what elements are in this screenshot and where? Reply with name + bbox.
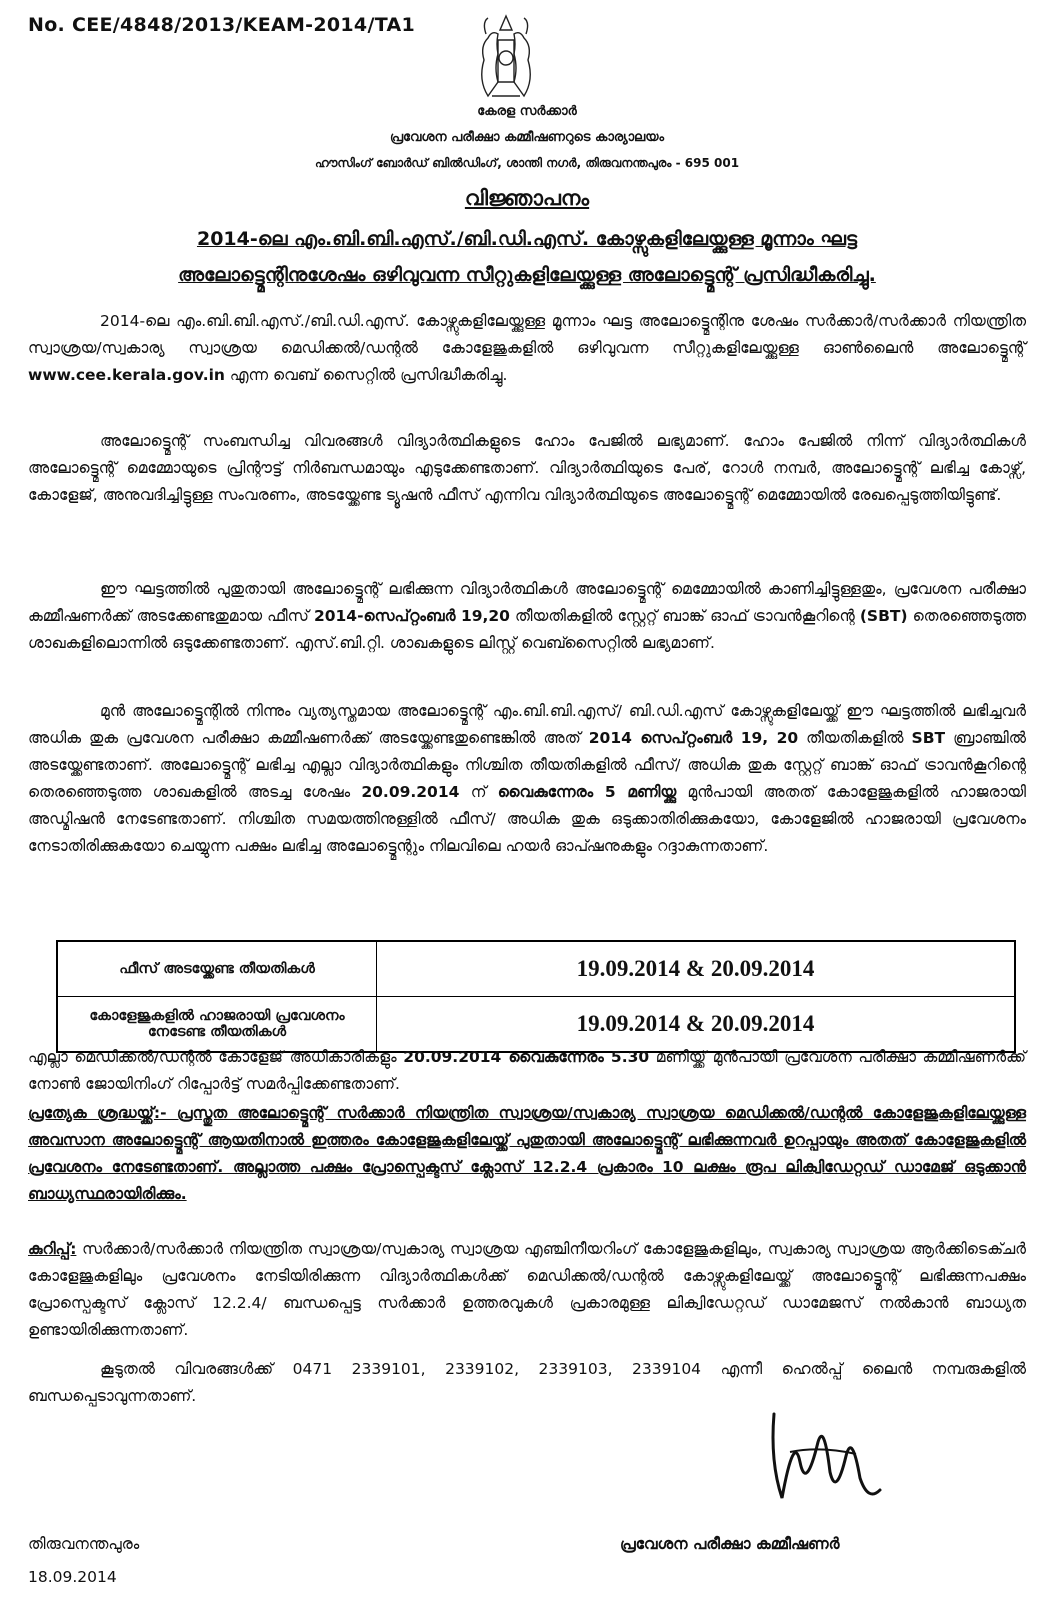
paragraph-text: തീയതികളിൽ സ്റ്റേറ്റ് ബാങ്ക് ഓഫ് ട്രാവൻകൂറിന്റെ [515,607,855,625]
paragraph-text: ന് [470,783,487,801]
paragraph-text: മുൻ അലോട്ട്മെന്റിൽ നിന്നും വ്യത്യസ്തമായ അലോട്ട്മെന്റ് എം.ബി.ബി.എസ്/ ബി.ഡി.എസ് കോഴ്സുകളിലേയ്ക്ക് ഈ ഘട്ടത്തിൽ ലഭിച്ചവർ അധിക തുക പ്രവേശന പരീക്ഷാ കമ്മീഷണർക്ക് അടയ്ക്കേണ്ടതുണ്ടെങ്കിൽ അത് [28,702,1026,747]
admission-deadline-date: 20.09.2014 [361,783,460,801]
paragraph-text: മണിയ്ക്ക് മുൻപായി പ്രവേശന പരീക്ഷാ കമ്മീഷണർക്ക് നോൺ ജോയിനിംഗ് റിപ്പോർട്ട് സമർപ്പിക്കേണ്ടതാണ്. [28,1048,1026,1093]
notice-subtitle-line1: 2014-ലെ എം.ബി.ബി.എസ്./ബി.ഡി.എസ്. കോഴ്സുകളിലേയ്ക്കുള്ള മൂന്നാം ഘട്ട [196,228,858,250]
paragraph-publication [28,308,1026,389]
bank-code: (SBT) [859,607,908,625]
fee-dates: 2014-സെപ്റ്റംബർ 19,20 [313,607,510,625]
paragraph-text: എന്ന വെബ് സൈറ്റിൽ പ്രസിദ്ധീകരിച്ചു. [229,366,508,384]
office-address: ഹൗസിംഗ് ബോർഡ് ബിൽഡിംഗ്, ശാന്തി നഗർ, തിരുവനന്തപുരം - 695 001 [314,156,740,170]
paragraph-non-joining-report [28,1044,1026,1098]
paragraph-text: സർക്കാർ/സർക്കാർ നിയന്ത്രിത സ്വാശ്രയ/സ്വകാര്യ സ്വാശ്രയ എഞ്ചിനീയറിംഗ് കോളേജുകളിലും, സ്വകാര്യ സ്വാശ്രയ ആർക്കിടെക്ചർ കോളേജുകളിലും പ്രവേശനം നേടിയിരിക്കുന്ന വിദ്യാർത്ഥികൾക്ക് മെഡിക്കൽ/ഡന്റൽ കോഴ്സുകളിലേയ്ക്ക് അലോട്ട്മെന്റ് ലഭിക്കുന്നപക്ഷം പ്രോസ്പെക്ടസ് ക്ലോസ് 12.2.4/ ബന്ധപ്പെട്ട സർക്കാർ ഉത്തരവുകൾ പ്രകാരമുള്ള ലിക്വിഡേറ്റഡ് ഡാമേജസ് നൽകാൻ ബാധ്യത ഉണ്ടായിരിക്കുന്നതാണ്. [28,1240,1026,1339]
issue-date: 18.09.2014 [28,1568,117,1586]
paragraph-text: പ്രത്യേക ശ്രദ്ധയ്ക്ക്:- പ്രസ്തുത അലോട്ട്മെന്റ് സർക്കാർ നിയന്ത്രിത സ്വാശ്രയ/സ്വകാര്യ സ്വാശ്രയ മെഡിക്കൽ/ഡന്റൽ കോളേജുകളിലേയ്ക്കുള്ള അവസാന അലോട്ട്മെന്റ് ആയതിനാൽ ഇത്തരം കോളേജുകളിലേയ്ക്ക് പുതുതായി അലോട്ട്മെന്റ് ലഭിക്കുന്നവർ ഉറപ്പായും അതത് കോളേജുകളിൽ പ്രവേശനം നേടേണ്ടതാണ്. അല്ലാത്ത പക്ഷം പ്രോസ്പെക്ടസ് ക്ലോസ് 12.2.4 പ്രകാരം [28,1104,1026,1176]
paragraph-text: രൂപ ലിക്വിഡേറ്റഡ് ഡാമേജ് ഒടുക്കാൻ ബാധ്യസ്ഥരായിരിക്കും. [28,1158,1026,1203]
table-row [57,941,1015,997]
helpline-numbers: 0471 2339101, 2339102, 2339103, 2339104 [292,1360,702,1378]
paragraph-memo [28,428,1026,509]
paragraph-text: എന്നീ ഹെൽപ്പ് ലൈൻ നമ്പരുകളിൽ ബന്ധപ്പെടാവുന്നതാണ്. [28,1360,1026,1405]
paragraph-admission [28,698,1026,860]
payment-dates: 2014 സെപ്റ്റംബർ 19, 20 [588,729,799,747]
label-line: നേടേണ്ട തീയതികൾ [147,1024,287,1040]
paragraph-text: തീയതികളിൽ [806,729,904,747]
paragraph-text: എല്ലാ മെഡിക്കൽ/ഡന്റൽ കോളേജ് അധികാരികളും [28,1048,397,1066]
admission-deadline-time: വൈകുന്നേരം 5 മണിയ്ക്കു [497,783,677,801]
table-cell-value: 19.09.2014 & 20.09.2014 [377,941,1016,997]
signature-image [760,1402,890,1512]
office-name: പ്രവേശന പരീക്ഷാ കമ്മീഷണറുടെ കാര്യാലയം [389,130,665,145]
note-label: കുറിപ്പ്: [28,1240,77,1258]
place: തിരുവനന്തപുരം [28,1535,140,1553]
label-line: കോളേജുകളിൽ ഹാജരായി പ്രവേശനം [89,1008,345,1024]
government-name: കേരള സർക്കാർ [477,104,577,119]
paragraph-special-attention [28,1100,1026,1208]
paragraph-text: ഈ ഘട്ടത്തിൽ പുതുതായി അലോട്ട്മെന്റ് ലഭിക്കുന്ന വിദ്യാർത്ഥികൾ അലോട്ട്മെന്റ് മെമ്മോയിൽ കാണിച്ചിട്ടുള്ളതും, പ്രവേശന പരീക്ഷാ കമ്മീഷണർക്ക് അടക്കേണ്ടതുമായ ഫീസ് [28,580,1026,625]
reference-number: No. CEE/4848/2013/KEAM-2014/TA1 [28,14,415,36]
dates-table [56,940,1016,1053]
paragraph-text: കൂടുതൽ വിവരങ്ങൾക്ക് [100,1360,274,1378]
table-cell-label: ഫീസ് അടയ്ക്കേണ്ട തീയതികൾ [57,941,377,997]
penalty-amount: 10 ലക്ഷം [661,1158,736,1176]
paragraph-text: തെരഞ്ഞെടുത്ത ശാഖകളിലൊന്നിൽ ഒടുക്കേണ്ടതാണ്. എസ്.ബി.റ്റി. ശാഖകളുടെ ലിസ്റ്റ് വെബ്സൈറ്റിൽ ലഭ്യമാണ്. [28,607,1026,652]
report-deadline: 20.09.2014 വൈകുന്നേരം 5.30 [403,1048,650,1066]
bank-code: SBT [911,729,946,747]
paragraph-text: ബ്രാഞ്ചിൽ അടയ്ക്കേണ്ടതാണ്. അലോട്ട്മെന്റ് ലഭിച്ച എല്ലാ വിദ്യാർത്ഥികളും നിശ്ചിത തീയതികളിൽ ഫീസ്/ അധിക തുക സ്റ്റേറ്റ് ബാങ്ക് ഓഫ് ട്രാവൻകൂറിന്റെ തെരഞ്ഞെടുത്ത ശാഖകളിൽ അടച്ച ശേഷം [28,729,1026,801]
paragraph-text: മുൻപായി അതത് കോളേജുകളിൽ ഹാജരായി അഡ്മിഷൻ നേടേണ്ടതാണ്. നിശ്ചിത സമയത്തിനുള്ളിൽ ഫീസ്/ അധിക തുക ഒടുക്കാതിരിക്കുകയോ, കോളേജിൽ ഹാജരായി പ്രവേശനം നേടാതിരിക്കുകയോ ചെയ്യുന്ന പക്ഷം ലഭിച്ച അലോട്ട്മെന്റും നിലവിലെ ഹയർ ഓപ്ഷനുകളും റദ്ദാകുന്നതാണ്. [28,783,1026,855]
notice-title: വിജ്ഞാപനം [464,186,590,210]
paragraph-note [28,1236,1026,1344]
paragraph-text: 2014-ലെ എം.ബി.ബി.എസ്./ബി.ഡി.എസ്. കോഴ്സുകളിലേയ്ക്കുള്ള മൂന്നാം ഘട്ട അലോട്ട്മെന്റിനു ശേഷം സർക്കാർ/സർക്കാർ നിയന്ത്രിത സ്വാശ്രയ/സ്വകാര്യ സ്വാശ്രയ മെഡിക്കൽ/ഡന്റൽ കോളേജുകളിൽ ഒഴിവുവന്ന സീറ്റുകളിലേയ്ക്കുള്ള ഓൺലൈൻ അലോട്ട്മെന്റ് [28,312,1026,357]
paragraph-fee-payment [28,576,1026,657]
notice-subtitle-line2: അലോട്ട്മെന്റിനുശേഷം ഒഴിവുവന്ന സീറ്റുകളിലേയ്ക്കുള്ള അലോട്ട്മെന്റ് പ്രസിദ്ധീകരിച്ചു. [178,264,876,286]
paragraph-text: അലോട്ട്മെന്റ് സംബന്ധിച്ച വിവരങ്ങൾ വിദ്യാർത്ഥികളുടെ ഹോം പേജിൽ ലഭ്യമാണ്. ഹോം പേജിൽ നിന്ന് വിദ്യാർത്ഥികൾ അലോട്ട്മെന്റ് മെമ്മോയുടെ പ്രിന്റൗട്ട് നിർബന്ധമായും എടുക്കേണ്ടതാണ്. വിദ്യാർത്ഥിയുടെ പേര്, റോൾ നമ്പർ, അലോട്ട്മെന്റ് ലഭിച്ച കോഴ്സ്, കോളേജ്, അനുവദിച്ചിട്ടുള്ള സംവരണം, അടയ്ക്കേണ്ട ട്യൂഷൻ ഫീസ് എന്നിവ വിദ്യാർത്ഥിയുടെ അലോട്ട്മെന്റ് മെമ്മോയിൽ രേഖപ്പെടുത്തിയിട്ടുണ്ട്. [28,432,1026,504]
website-link[interactable]: www.cee.kerala.gov.in [28,366,225,384]
state-emblem-icon [458,10,554,102]
signatory-designation: പ്രവേശന പരീക്ഷാ കമ്മീഷണർ [620,1535,840,1553]
table-cell-value: 19.09.2014 & 20.09.2014 [377,997,1016,1053]
